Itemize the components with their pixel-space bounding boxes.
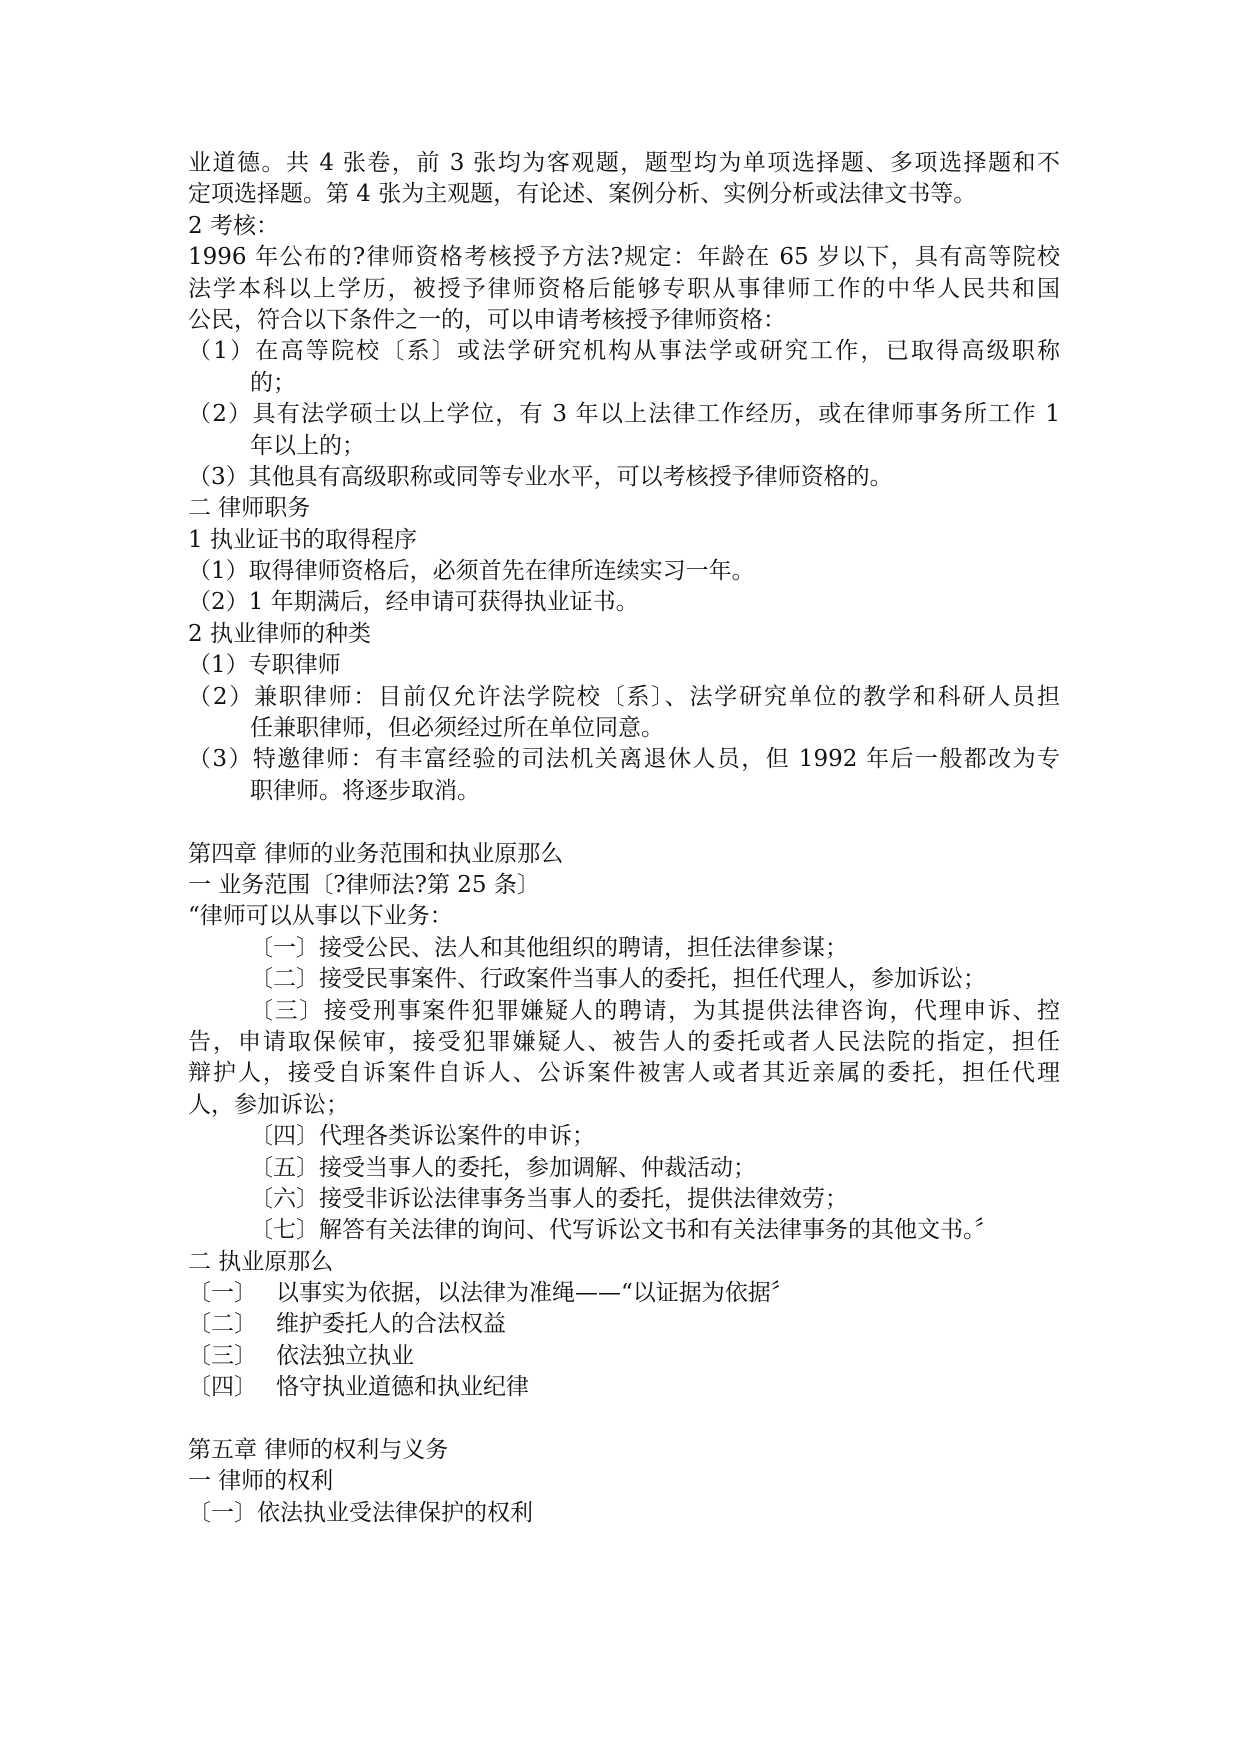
- list-item: [188, 1372, 1060, 1403]
- types-list: [188, 650, 1060, 807]
- list-item: [188, 744, 1060, 807]
- item-text: 恪守执业道德和执业纪律: [276, 1374, 529, 1401]
- item-line: 的；: [250, 369, 296, 396]
- list-item: [188, 1341, 1060, 1372]
- item-number: 〔二〕: [188, 1311, 257, 1338]
- item-text: 专职律师: [248, 652, 341, 679]
- kaohe-paragraph: [188, 242, 1060, 336]
- scope-list: [188, 933, 1060, 1247]
- document-page: [188, 148, 1060, 1529]
- item-line: 告，申请取保候审，接受犯罪嫌疑人、被告人的委托或者人民法院的指定，担任: [188, 1028, 1060, 1055]
- item-line: 辩护人，接受自诉案件自诉人、公诉案件被害人或者其近亲属的委托，担任代理: [188, 1060, 1060, 1087]
- subsection-heading: 1 执业证书的取得程序: [188, 526, 417, 553]
- text-line: 1996 年公布的?律师资格考核授予方法?规定：年龄在 65 岁以下，具有高等院校: [188, 244, 1060, 271]
- item-text: 维护委托人的合法权益: [276, 1311, 506, 1338]
- list-item: [188, 587, 1060, 618]
- intro-paragraph: [188, 148, 1060, 211]
- item-number: （2）: [188, 683, 255, 710]
- item-number: （2）: [188, 401, 253, 428]
- text-line: 法学本科以上学历，被授予律师资格后能够专职从事律师工作的中华人民共和国: [188, 275, 1060, 302]
- item-line: 职律师。将逐步取消。: [250, 777, 480, 804]
- cert-list: [188, 556, 1060, 619]
- item-number: 〔四〕: [188, 1374, 257, 1401]
- section-heading: 一 业务范围〔?律师法?第 25 条〕: [188, 871, 540, 898]
- item-number: （1）: [188, 338, 256, 365]
- item-number: （2）: [188, 589, 249, 616]
- section-heading: 一 律师的权利: [188, 1468, 334, 1495]
- blank-line: [188, 1404, 1060, 1435]
- item-text: 取得律师资格后，必须首先在律所连续实习一年。: [248, 558, 755, 585]
- item-text: 特邀律师：有丰富经验的司法机关离退休人员，但 1992 年后一般都改为专: [252, 746, 1060, 773]
- list-item: 〔七〕解答有关法律的询问、代写诉讼文书和有关法律事务的其他文书。〞: [250, 1217, 998, 1244]
- list-item: [188, 682, 1060, 745]
- item-text: 以事实为依据，以法律为准绳——“以证据为依据〞: [276, 1280, 794, 1307]
- item-line: [188, 399, 1060, 430]
- item-line: [188, 462, 1060, 493]
- item-number: （1）: [188, 652, 249, 679]
- item-line: 年以上的；: [250, 432, 365, 459]
- list-item: [188, 1278, 1060, 1309]
- list-item: 〔二〕接受民事案件、行政案件当事人的委托，担任代理人，参加诉讼；: [250, 966, 986, 993]
- list-item: 〔一〕接受公民、法人和其他组织的聘请，担任法律参谋；: [250, 934, 848, 961]
- subsection-heading: 2 执业律师的种类: [188, 620, 371, 647]
- chapter-title: 第四章 律师的业务范围和执业原那么: [188, 840, 564, 867]
- list-item: 〔四〕代理各类诉讼案件的申诉；: [250, 1123, 595, 1150]
- item-line: 任兼职律师，但必须经过所在单位同意。: [250, 715, 664, 742]
- kaohe-heading: 2 考核：: [188, 212, 279, 239]
- item-line: [188, 744, 1060, 775]
- item-line: [188, 682, 1060, 713]
- list-item: [188, 462, 1060, 493]
- item-text: 兼职律师：目前仅允许法学院校〔系〕、法学研究单位的教学和科研人员担: [254, 683, 1060, 710]
- list-item: 〔一〕依法执业受法律保护的权利: [188, 1499, 533, 1526]
- list-item: [188, 996, 1060, 1122]
- blank-line: [188, 807, 1060, 838]
- item-text: 在高等院校〔系〕或法学研究机构从事法学或研究工作，已取得高级职称: [255, 338, 1061, 365]
- chapter-title: 第五章 律师的权利与义务: [188, 1437, 449, 1464]
- list-item: [188, 336, 1060, 399]
- text-line: 业道德。共 4 张卷，前 3 张均为客观题，题型均为单项选择题、多项选择题和不: [188, 150, 1060, 176]
- item-text: 具有法学硕士以上学位，有 3 年以上法律工作经历，或在律师事务所工作 1: [252, 401, 1061, 428]
- list-item: [188, 556, 1060, 587]
- item-number: （1）: [188, 558, 249, 585]
- list-item: [188, 1309, 1060, 1340]
- item-text: 其他具有高级职称或同等专业水平，可以考核授予律师资格的。: [248, 463, 893, 490]
- item-line: 人，参加诉讼；: [188, 1091, 349, 1118]
- item-number: （3）: [188, 746, 253, 773]
- item-number: 〔一〕: [188, 1280, 257, 1307]
- item-number: 〔三〕: [188, 1342, 257, 1369]
- section-heading: 二 执业原那么: [188, 1248, 334, 1275]
- scope-intro: “律师可以从事以下业务：: [188, 903, 453, 930]
- text-line: 定项选择题。第 4 张为主观题，有论述、案例分析、实例分析或法律文书等。: [188, 181, 977, 208]
- item-line: 〔三〕接受刑事案件犯罪嫌疑人的聘请，为其提供法律咨询，代理申诉、控: [250, 997, 1060, 1024]
- list-item: [188, 399, 1060, 462]
- list-item: 〔五〕接受当事人的委托，参加调解、仲裁活动；: [250, 1154, 756, 1181]
- list-item: 〔六〕接受非诉讼法律事务当事人的委托，提供法律效劳；: [250, 1185, 848, 1212]
- principle-list: [188, 1278, 1060, 1404]
- list-item: [188, 650, 1060, 681]
- item-text: 1 年期满后，经申请可获得执业证书。: [248, 589, 639, 616]
- item-line: [188, 336, 1060, 367]
- item-number: （3）: [188, 463, 249, 490]
- kaohe-list: [188, 336, 1060, 493]
- text-line: 公民，符合以下条件之一的，可以申请考核授予律师资格：: [188, 306, 786, 333]
- section-heading: 二 律师职务: [188, 495, 311, 522]
- item-text: 依法独立执业: [276, 1342, 414, 1369]
